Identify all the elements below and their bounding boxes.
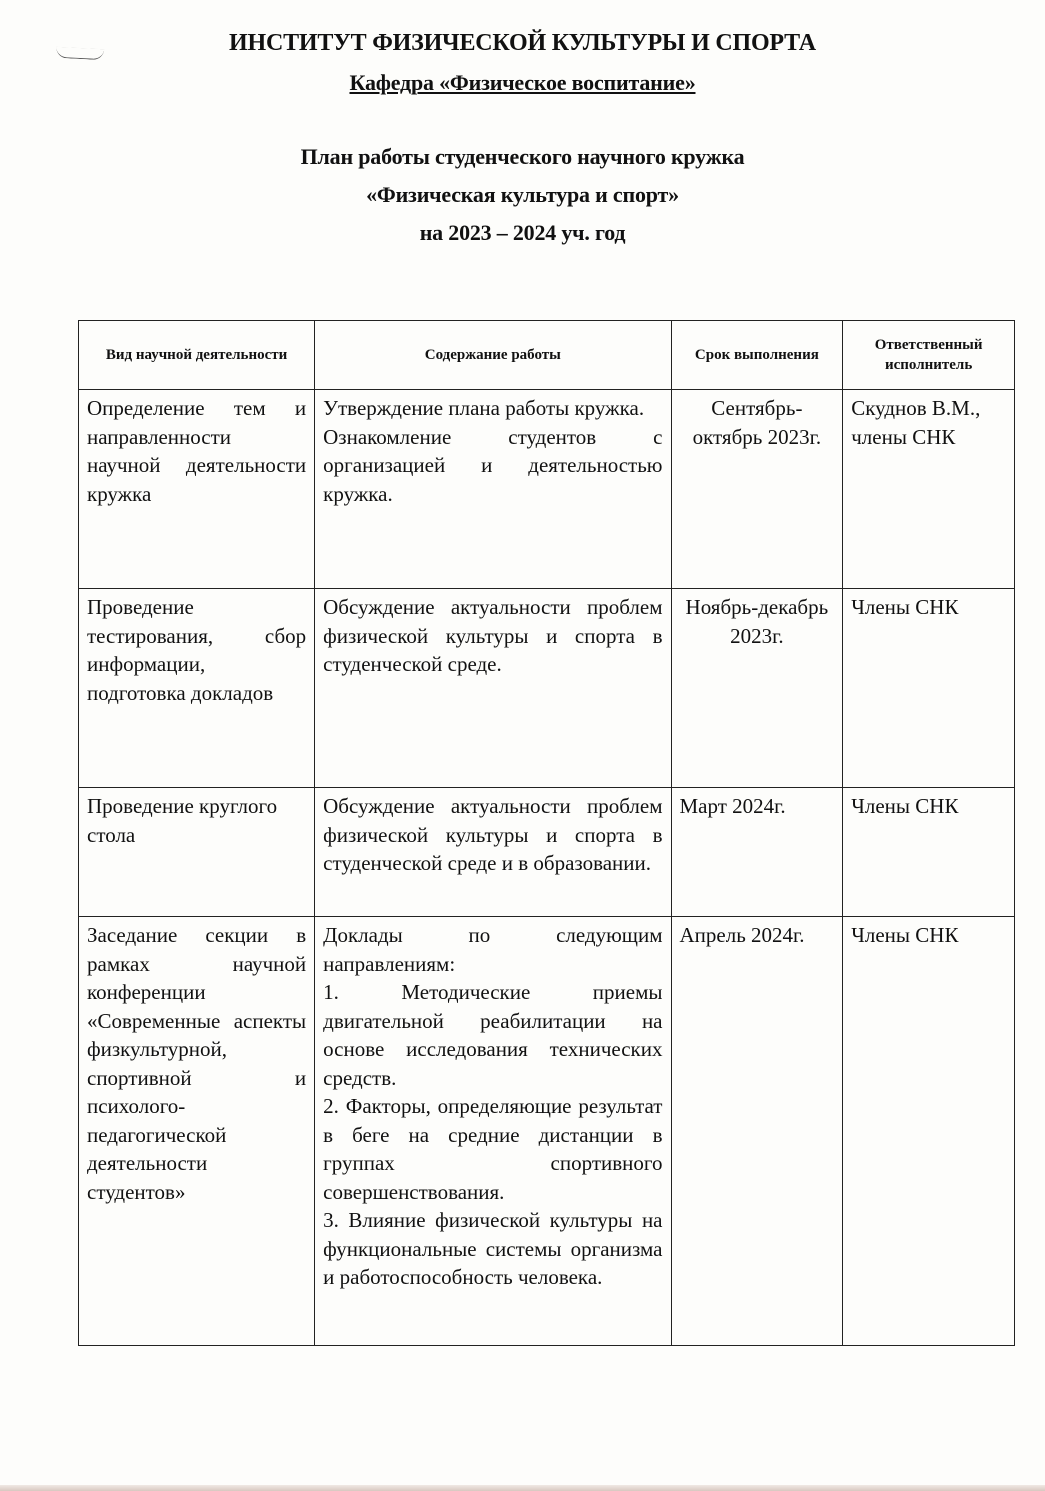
institute-title: ИНСТИТУТ ФИЗИЧЕСКОЙ КУЛЬТУРЫ И СПОРТА [229, 30, 816, 56]
page-edge [0, 1485, 1045, 1491]
table-row [79, 788, 1015, 917]
cell-responsible: Члены СНК [843, 917, 1015, 1346]
header-content: Содержание работы [315, 321, 671, 390]
content-list-item: 2. Факторы, определяющие результат в беге на средние дистанции в группах спортивного совершенствования. [323, 1094, 663, 1204]
cell-activity: Определение тем и направленности научной деятельности кружка [79, 390, 315, 589]
cell-responsible: Члены СНК [843, 788, 1015, 917]
content-list-item: 3. Влияние физической культуры на функциональные системы организма и работоспособность человека. [323, 1208, 663, 1289]
header-responsible: Ответственный исполнитель [843, 321, 1015, 390]
cell-deadline: Сентябрь-октябрь 2023г. [671, 390, 843, 589]
cell-content [315, 390, 671, 589]
content-paragraph: Обсуждение актуальности проблем физической культуры и спорта в студенческой среде и в образовании. [323, 794, 663, 875]
content-paragraph: Ознакомление студентов с организацией и деятельностью кружка. [323, 424, 663, 506]
content-list-item: 1. Методические приемы двигательной реабилитации на основе исследования технических средств. [323, 980, 663, 1090]
department-title [0, 70, 1045, 96]
table-row [79, 917, 1015, 1346]
content-paragraph: Обсуждение актуальности проблем физической культуры и спорта в студенческой среде. [323, 595, 663, 676]
header-activity: Вид научной деятельности [79, 321, 315, 390]
content-paragraph: Доклады по следующим направлениям: [323, 923, 663, 976]
cell-responsible: Члены СНК [843, 589, 1015, 788]
table-row [79, 390, 1015, 589]
cell-activity: Проведение тестирования, сбор информации, подготовка докладов [79, 589, 315, 788]
cell-activity: Заседание секции в рамках научной конференции «Современные аспекты физкультурной, спортивной и психолого-педагогической деятельности студентов» [79, 917, 315, 1346]
department-text: Кафедра «Физическое воспитание» [349, 70, 696, 95]
plan-title-line-1: План работы студенческого научного кружка [300, 144, 745, 169]
cell-deadline: Апрель 2024г. [671, 917, 843, 1346]
cell-content [315, 589, 671, 788]
cell-deadline: Март 2024г. [671, 788, 843, 917]
table-header-row [79, 321, 1015, 390]
work-plan-table [78, 320, 1015, 1346]
cell-deadline: Ноябрь-декабрь 2023г. [671, 589, 843, 788]
table-row [79, 589, 1015, 788]
header-deadline: Срок выполнения [671, 321, 843, 390]
cell-content [315, 917, 671, 1346]
cell-content [315, 788, 671, 917]
cell-activity: Проведение круглого стола [79, 788, 315, 917]
content-paragraph: Утверждение плана работы кружка. [323, 396, 645, 420]
plan-title-line-3: на 2023 – 2024 уч. год [419, 220, 626, 245]
plan-title-line-2: «Физическая культура и спорт» [366, 182, 679, 207]
cell-responsible: Скуднов В.М., члены СНК [843, 390, 1015, 589]
